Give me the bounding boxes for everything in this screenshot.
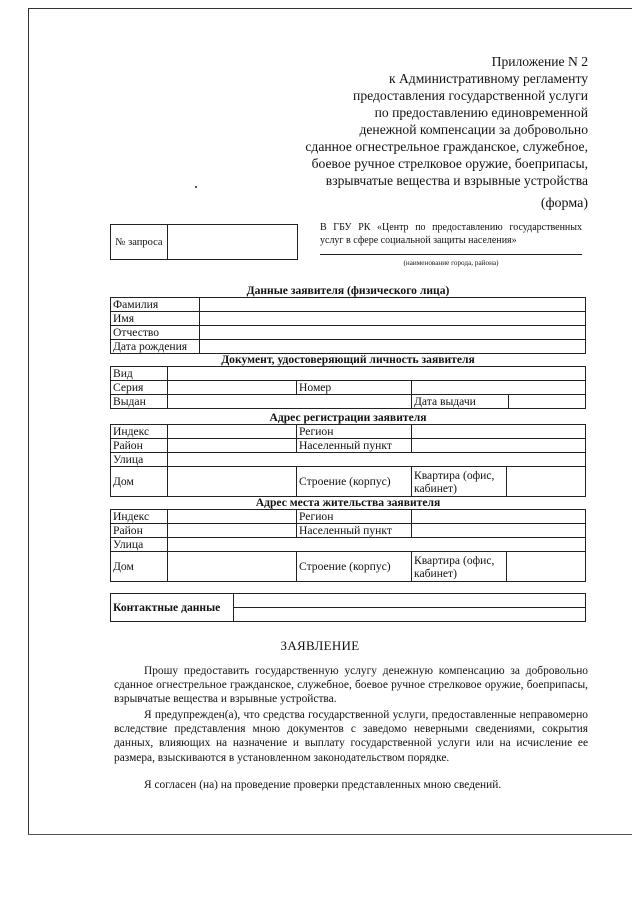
request-number-label: № запроса	[111, 225, 168, 260]
doc-series-label: Серия	[111, 381, 168, 395]
identity-section-title: Документ, удостоверяющий личность заявителя	[221, 353, 475, 366]
reg-region-field[interactable]	[412, 425, 586, 439]
contact-table	[110, 593, 586, 622]
res-index-field[interactable]	[168, 510, 297, 524]
identity-table	[110, 366, 586, 409]
doc-type-label: Вид	[111, 367, 168, 381]
res-index-label: Индекс	[111, 510, 168, 524]
residence-section-title: Адрес места жительства заявителя	[255, 496, 441, 509]
header-line: сданное огнестрельное гражданское, служебное,	[305, 139, 588, 154]
reg-house-field[interactable]	[168, 467, 297, 497]
header-line: денежной компенсации за добровольно	[359, 122, 588, 137]
patronymic-field[interactable]	[200, 326, 586, 340]
res-apartment-label: Квартира (офис, кабинет)	[412, 552, 507, 582]
residence-address-table	[110, 509, 586, 582]
doc-number-field[interactable]	[412, 381, 586, 395]
res-region-label: Регион	[297, 510, 412, 524]
reg-district-field[interactable]	[168, 439, 297, 453]
birth-date-field[interactable]	[200, 340, 586, 354]
res-locality-field[interactable]	[412, 524, 586, 538]
contact-field-2[interactable]	[234, 608, 586, 622]
statement-paragraph-request: Прошу предоставить государственную услугу денежную компенсацию за добровольно сданное огнестрельное гражданское, служебное, боевое ручное стрелковое оружие, боеприпасы, взрывчатые вещества и взрывные устройства.	[114, 665, 588, 706]
header-line: к Административному регламенту	[388, 71, 588, 86]
addressee-caption: (наименование города, района)	[403, 259, 499, 267]
reg-apartment-label: Квартира (офис, кабинет)	[412, 467, 507, 497]
res-street-field[interactable]	[168, 538, 586, 552]
res-house-field[interactable]	[168, 552, 297, 582]
request-number-table	[110, 224, 298, 260]
header-line: по предоставлению единовременной	[374, 105, 588, 120]
res-district-field[interactable]	[168, 524, 297, 538]
res-apartment-field[interactable]	[507, 552, 586, 582]
form-label: (форма)	[540, 196, 588, 211]
statement-paragraph-warning: Я предупрежден(а), что средства государственной услуги, предоставленные неправомерно вследствие представления мною документов с заведомо неверными сведениями, сокрытия данных, влияющих на назначение и выплату государственной услуги или на исчисление ее размера, взыскиваются в установленном законодательством порядке.	[114, 709, 588, 764]
doc-type-field[interactable]	[168, 367, 586, 381]
name-label: Имя	[111, 312, 200, 326]
res-district-label: Район	[111, 524, 168, 538]
reg-locality-field[interactable]	[412, 439, 586, 453]
doc-series-field[interactable]	[168, 381, 297, 395]
header-line: Приложение N 2	[491, 54, 588, 69]
patronymic-label: Отчество	[111, 326, 200, 340]
appendix-header	[305, 53, 588, 189]
birth-date-label: Дата рождения	[111, 340, 200, 354]
registration-section-title: Адрес регистрации заявителя	[269, 411, 427, 424]
statement-title: ЗАЯВЛЕНИЕ	[280, 638, 360, 653]
name-field[interactable]	[200, 312, 586, 326]
reg-district-label: Район	[111, 439, 168, 453]
doc-issue-date-label: Дата выдачи	[412, 395, 509, 409]
page-border-bottom	[28, 834, 632, 835]
reg-index-field[interactable]	[168, 425, 297, 439]
res-building-label: Строение (корпус)	[297, 552, 412, 582]
reg-building-label: Строение (корпус)	[297, 467, 412, 497]
reg-index-label: Индекс	[111, 425, 168, 439]
reg-locality-label: Населенный пункт	[297, 439, 412, 453]
surname-label: Фамилия	[111, 298, 200, 312]
header-line: взрывчатые вещества и взрывные устройства	[325, 173, 588, 188]
applicant-section-title: Данные заявителя (физического лица)	[246, 284, 450, 297]
registration-address-table	[110, 424, 586, 497]
request-number-field[interactable]	[168, 225, 298, 260]
reg-street-label: Улица	[111, 453, 168, 467]
surname-field[interactable]	[200, 298, 586, 312]
doc-issued-label: Выдан	[111, 395, 168, 409]
statement-paragraph-consent: Я согласен (на) на проведение проверки представленных мною сведений.	[144, 779, 502, 791]
reg-apartment-field[interactable]	[507, 467, 586, 497]
page-border-top	[28, 8, 632, 9]
contact-label: Контактные данные	[111, 594, 234, 622]
addressee-line	[320, 254, 582, 255]
res-street-label: Улица	[111, 538, 168, 552]
header-line: боевое ручное стрелковое оружие, боеприпасы,	[311, 156, 588, 171]
res-locality-label: Населенный пункт	[297, 524, 412, 538]
res-region-field[interactable]	[412, 510, 586, 524]
reg-street-field[interactable]	[168, 453, 586, 467]
doc-number-label: Номер	[297, 381, 412, 395]
doc-issue-date-field[interactable]	[509, 395, 586, 409]
applicant-table	[110, 297, 586, 354]
scan-speck	[195, 186, 197, 188]
addressee-text: В ГБУ РК «Центр по предоставлению государственных услуг в сфере социальной защиты населения»	[320, 222, 582, 246]
page-border-left	[28, 8, 29, 834]
res-house-label: Дом	[111, 552, 168, 582]
header-line: предоставления государственной услуги	[353, 88, 588, 103]
reg-region-label: Регион	[297, 425, 412, 439]
contact-field-1[interactable]	[234, 594, 586, 608]
reg-house-label: Дом	[111, 467, 168, 497]
doc-issued-field[interactable]	[168, 395, 412, 409]
